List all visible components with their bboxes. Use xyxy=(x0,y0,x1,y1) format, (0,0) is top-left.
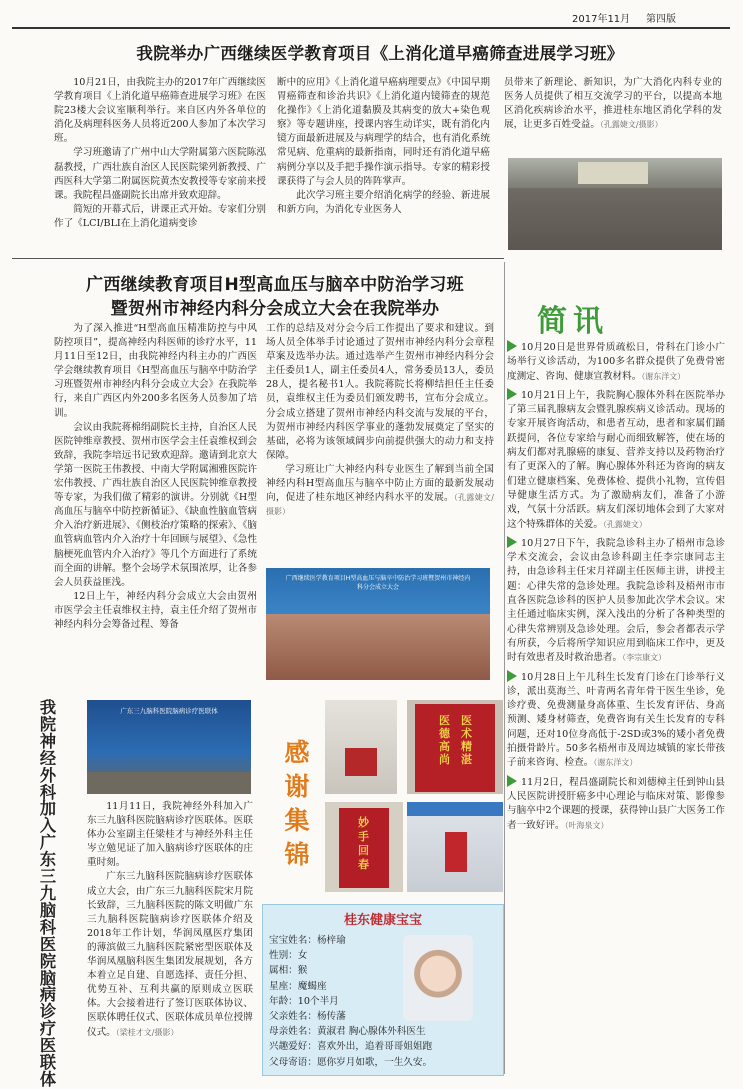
thanks-title xyxy=(278,736,316,872)
neurology-conference-photo xyxy=(266,568,490,680)
article1-para: 10月21日，由我院主办的2017年广西继续医学教育项目《上消化道早癌筛查进展学习班》在医院23楼大会议室顺利举行。来自区内外各单位的消化及病理科医务人员将近200人参加了本次学习班。 xyxy=(54,77,266,145)
baby-info-line: 星座：魔蝎座 xyxy=(269,980,327,992)
article3-vertical-title: 我院神经外科加入广东三九脑科医院脑病诊疗医联体 xyxy=(39,698,57,1089)
pennant-text-3: 妙手回春 xyxy=(358,816,369,871)
article1-para: 员带来了新理论、新知识，为广大消化内科专业的医务人员提供了相互交流学习的平台，以提高本地区消化疾病诊治水平，推进桂东地区消化学科的发展，让更多百姓受益。（孔露婕文/摄影） xyxy=(504,77,722,131)
article2-col2 xyxy=(266,322,494,519)
article2-para: 工作的总结及对分会今后工作提出了要求和建议。到场人员全体举手讨论通过了贺州市神经内科分会章程草案及选举办法。通过选举产生贺州市神经内科分会主任委员1人，副主任委员4人，常务委员13人，委员28人，提名秘书1人。我院蒋院长将柳结担任主任委员，袁维权主任为委员们颁发聘书，宣布分会成立。分会成立搭建了贺州市神经内科交流与发展的平台，为贺州市神经内科医学事业的蓬勃发展奠定了坚实的基础，必将为该领域阔步向前提供强大的动力和支持保障。 xyxy=(266,323,494,461)
baby-info-line: 年龄：10个半月 xyxy=(269,995,339,1007)
arrow-bullet-icon xyxy=(507,536,517,548)
thanks-photo-2 xyxy=(407,700,503,794)
article2-credit: （孔露婕文/摄影） xyxy=(266,493,495,517)
alliance-ceremony-photo xyxy=(87,700,251,794)
brief-item: 10月21日上午，我院胸心腺体外科在医院举办了第三届乳腺病友会暨乳腺疾病义诊活动。现场的专家开展咨询活动，和患者互动，患者和家属们踊跃提问，各位专家给与耐心而细致解答，使在场的病友们都对乳腺癌的康复、营养支持以及药物治疗有了更深入的了解。胸心腺体外科还为咨询的病友们建立健康档案、免费体检、提供小礼物，宣传倡导健康生活方式。为了激励病友们，准备了小游戏，气氛十分活跃。病友们深切地体会到了大家对这个特殊群体的关爱。（孔露婕文） xyxy=(507,389,725,530)
alliance-banner: 广东三九脑科医院脑病诊疗医联体 xyxy=(120,707,218,715)
brief-item: 11月2日，程昌盛副院长和刘德樟主任到钟山县人民医院讲授肝癌多中心理论与临床对策、影像参与脑卒中2个课题的授课，获得钟山县广大医务工作者一致好评。（叶海泉文） xyxy=(507,776,725,831)
article3-text xyxy=(87,800,253,1040)
baby-box xyxy=(262,904,504,1076)
thanks-photo-1 xyxy=(325,700,397,794)
thanks-title-char: 感 xyxy=(284,738,310,767)
baby-info-line: 兴趣爱好：喜欢外出，追着哥哥姐姐跑 xyxy=(269,1041,433,1053)
baby-info-line: 母亲姓名：黄淑君 胸心腺体外科医生 xyxy=(269,1026,426,1038)
thanks-photo-4 xyxy=(407,802,503,892)
article2-para: 12日上午，神经内科分会成立大会由贺州市医学会主任袁维权主持，袁主任介绍了贺州市神经内科分会筹备过程、筹备 xyxy=(54,590,257,630)
article1-credit: （孔露婕文/摄影） xyxy=(599,120,663,130)
article1-title: 我院举办广西继续医学教育项目《上消化道早癌筛查进展学习班》 xyxy=(136,44,624,63)
conference-banner: 广西继续医学教育项目H型高血压与脑卒中防治学习班暨贺州市神经内科分会成立大会 xyxy=(285,575,471,591)
pennant-text-1: 医术精湛 xyxy=(461,714,472,766)
article2-title-line2: 暨贺州市神经内科分会成立大会在我院举办 xyxy=(110,299,440,319)
article1-col3 xyxy=(504,76,722,132)
pennant-text-2: 医德高尚 xyxy=(439,714,450,766)
article3-para: 广东三九脑科医院脑病诊疗医联体成立大会，由广东三九脑科医院宋月院长致辞，三九脑科医院的陈文明做广东三九脑科医院脑病诊疗医联体介绍及2018年工作计划，华润凤凰医疗集团的薄滨做三九脑科医院紧密型医联体及华润凤凰脑科医生集团发展规划，各方本着立足自建、自愿选择、责任分担、优势互补、互利共赢的原则成立医联体。大会接着进行了签订医联体协议、医联体聘任仪式、医联体成员单位授牌仪式。（梁桂才文/摄影） xyxy=(87,871,253,1038)
baby-title: 桂东健康宝宝 xyxy=(343,913,422,928)
column-divider xyxy=(504,262,505,1074)
baby-info-line: 性别：女 xyxy=(269,950,308,962)
article1-para: 简短的开幕式后，讲课正式开始。专家们分别作了《LCI/BLI在上消化道病变诊 xyxy=(54,203,266,229)
brief-item: 10月27日下午，我院急诊科主办了梧州市急诊学术交流会，会议由急诊科副主任李宗康同志主持，由急诊科主任宋月祥副主任医师主讲，讲授主题：心律失常的急诊处理。我院急诊科及梧州市市直各医院急诊科的医护人员参加此次学术会议。宋主任通过临床实例，深入浅出的分析了各种类型的心律失常辨别及急诊处理。会后，参会者都表示学有所获，今后将所学知识应用到临床工作中，更及时有效患者及时救治患者。（李宗康文） xyxy=(507,537,725,664)
brief-title: 简讯 xyxy=(537,304,609,339)
page-header xyxy=(0,0,743,24)
article3-credit: （梁桂才文/摄影） xyxy=(115,1027,179,1037)
lecture-hall-photo xyxy=(508,158,722,250)
issue-date: 2017年11月 xyxy=(572,14,631,25)
thanks-photo-3 xyxy=(325,802,403,892)
thanks-title-char: 集 xyxy=(284,806,310,835)
baby-info-line: 父亲姓名：杨传藩 xyxy=(269,1011,346,1023)
baby-info-line: 父母寄语：愿你岁月如歌，一生久安。 xyxy=(269,1056,433,1068)
article2-para: 学习班让广大神经内科专业医生了解到当前全国神经内科H型高血压与脑卒中防止方面的最新发展动向，促进了桂东地区神经内科水平的发展。（孔露婕文/摄影） xyxy=(266,463,495,517)
article2-col1 xyxy=(54,322,257,632)
thanks-title-char: 谢 xyxy=(284,772,310,801)
article1-para: 此次学习班主要介绍消化病学的经验、新进展和新方向，为消化专业医务人 xyxy=(277,189,490,215)
header-rule xyxy=(12,27,730,29)
brief-item: 10月28日上午儿科生长发育门诊在门诊举行义诊，派出莫海兰、叶青两名青年骨干医生坐诊，免诊疗费、免费测量身高体重、生长发育评估、身高预测、矮身材筛查，免费咨询有关生长发育的专科问题，还对10位身高低于-2SD或3%的矮小者免费拍摄骨龄片。50多名梧州市及周边城镇的家长带孩子前来咨询、检查。（谢东洋文） xyxy=(507,671,725,769)
baby-info-line: 属相：猴 xyxy=(269,965,308,977)
arrow-bullet-icon xyxy=(507,775,517,787)
arrow-bullet-icon xyxy=(507,670,517,682)
brief-items xyxy=(507,340,725,837)
article1-para: 断中的应用》《上消化道早癌病理要点》《中国早期胃癌筛查和诊治共识》《上消化道内镜筛查的规范化操作》《上消化道黏膜及其病变的放大+染色观察》等专题讲座，授课内容生动详实，既有消化内镜方面最新进展及与病理学的结合，也有消化系统常见病、危重病的最新指南，同时还有消化道早癌病例分享以及手把手操作演示指导。专家的精彩授课获得了与会人员的阵阵掌声。 xyxy=(277,77,490,187)
arrow-bullet-icon xyxy=(507,340,517,352)
page-number: 第四版 xyxy=(646,14,676,25)
article1-para: 学习班邀请了广州中山大学附属第六医院陈泓磊教授，广西壮族自治区人民医院梁列新教授、广西医科大学第二附属医院黄杰安教授等专家前来授课。我院程昌盛副院长出席并致欢迎辞。 xyxy=(54,147,266,201)
article1-col1 xyxy=(54,76,266,231)
baby-info-line: 宝宝姓名：杨梓瑜 xyxy=(269,935,346,946)
thanks-title-char: 锦 xyxy=(284,840,310,869)
article2-title-line1: 广西继续教育项目H型高血压与脑卒中防治学习班 xyxy=(86,275,464,295)
brief-item: 10月20日是世界骨质疏松日，骨科在门诊小广场举行义诊活动，为100多名群众提供了免费骨密度测定、咨询、健康宣教材料。（谢东洋文） xyxy=(507,342,725,382)
section-divider xyxy=(12,258,504,259)
arrow-bullet-icon xyxy=(507,388,517,400)
brief-column xyxy=(507,296,731,1074)
article1-col2 xyxy=(277,76,490,217)
article2-para: 为了深入推进“H型高血压精准防控与中风防控项目”，提高神经内科医师的诊疗水平，11月11日至12日，由我院神经内科主办的广西医学会继续教育项目《H型高血压与脑卒中防治学习班暨贺州市神经内科分会成立大会》在我院举行，来自广西区内外200多名医务人员参加了培训。 xyxy=(54,323,257,419)
baby-photo xyxy=(403,935,473,1021)
article2-para: 会议由我院蒋棉绢副院长主持，自治区人民医院钟维章教授、贺州市医学会主任袁维权到会致辞，我院李培远书记致欢迎辞。邀请到北京大学第一医院王伟教授、中南大学附属湘雅医院许宏伟教授、广西壮族自治区人民医院钟维章教授等专家，为我们做了精彩的演讲。分别就《H型高血压与脑卒中防控新循证》、《缺血性脑血管病介入治疗新进展》、《侧枝治疗策略的探索》、《脑血管病血管内介入治疗十年回顾与展望》、《急性脑梗死血管内介入治疗》等几个方面进行了系统而全面的讲解。整个会场学术氛围浓厚，让各参会人员获益匪浅。 xyxy=(54,421,257,588)
article3-para: 11月11日，我院神经外科加入广东三九脑科医院脑病诊疗医联体。医联体办公室副主任梁桂才与神经外科主任岑立勉见证了加入脑病诊疗医联体的庄重时刻。 xyxy=(87,801,253,869)
